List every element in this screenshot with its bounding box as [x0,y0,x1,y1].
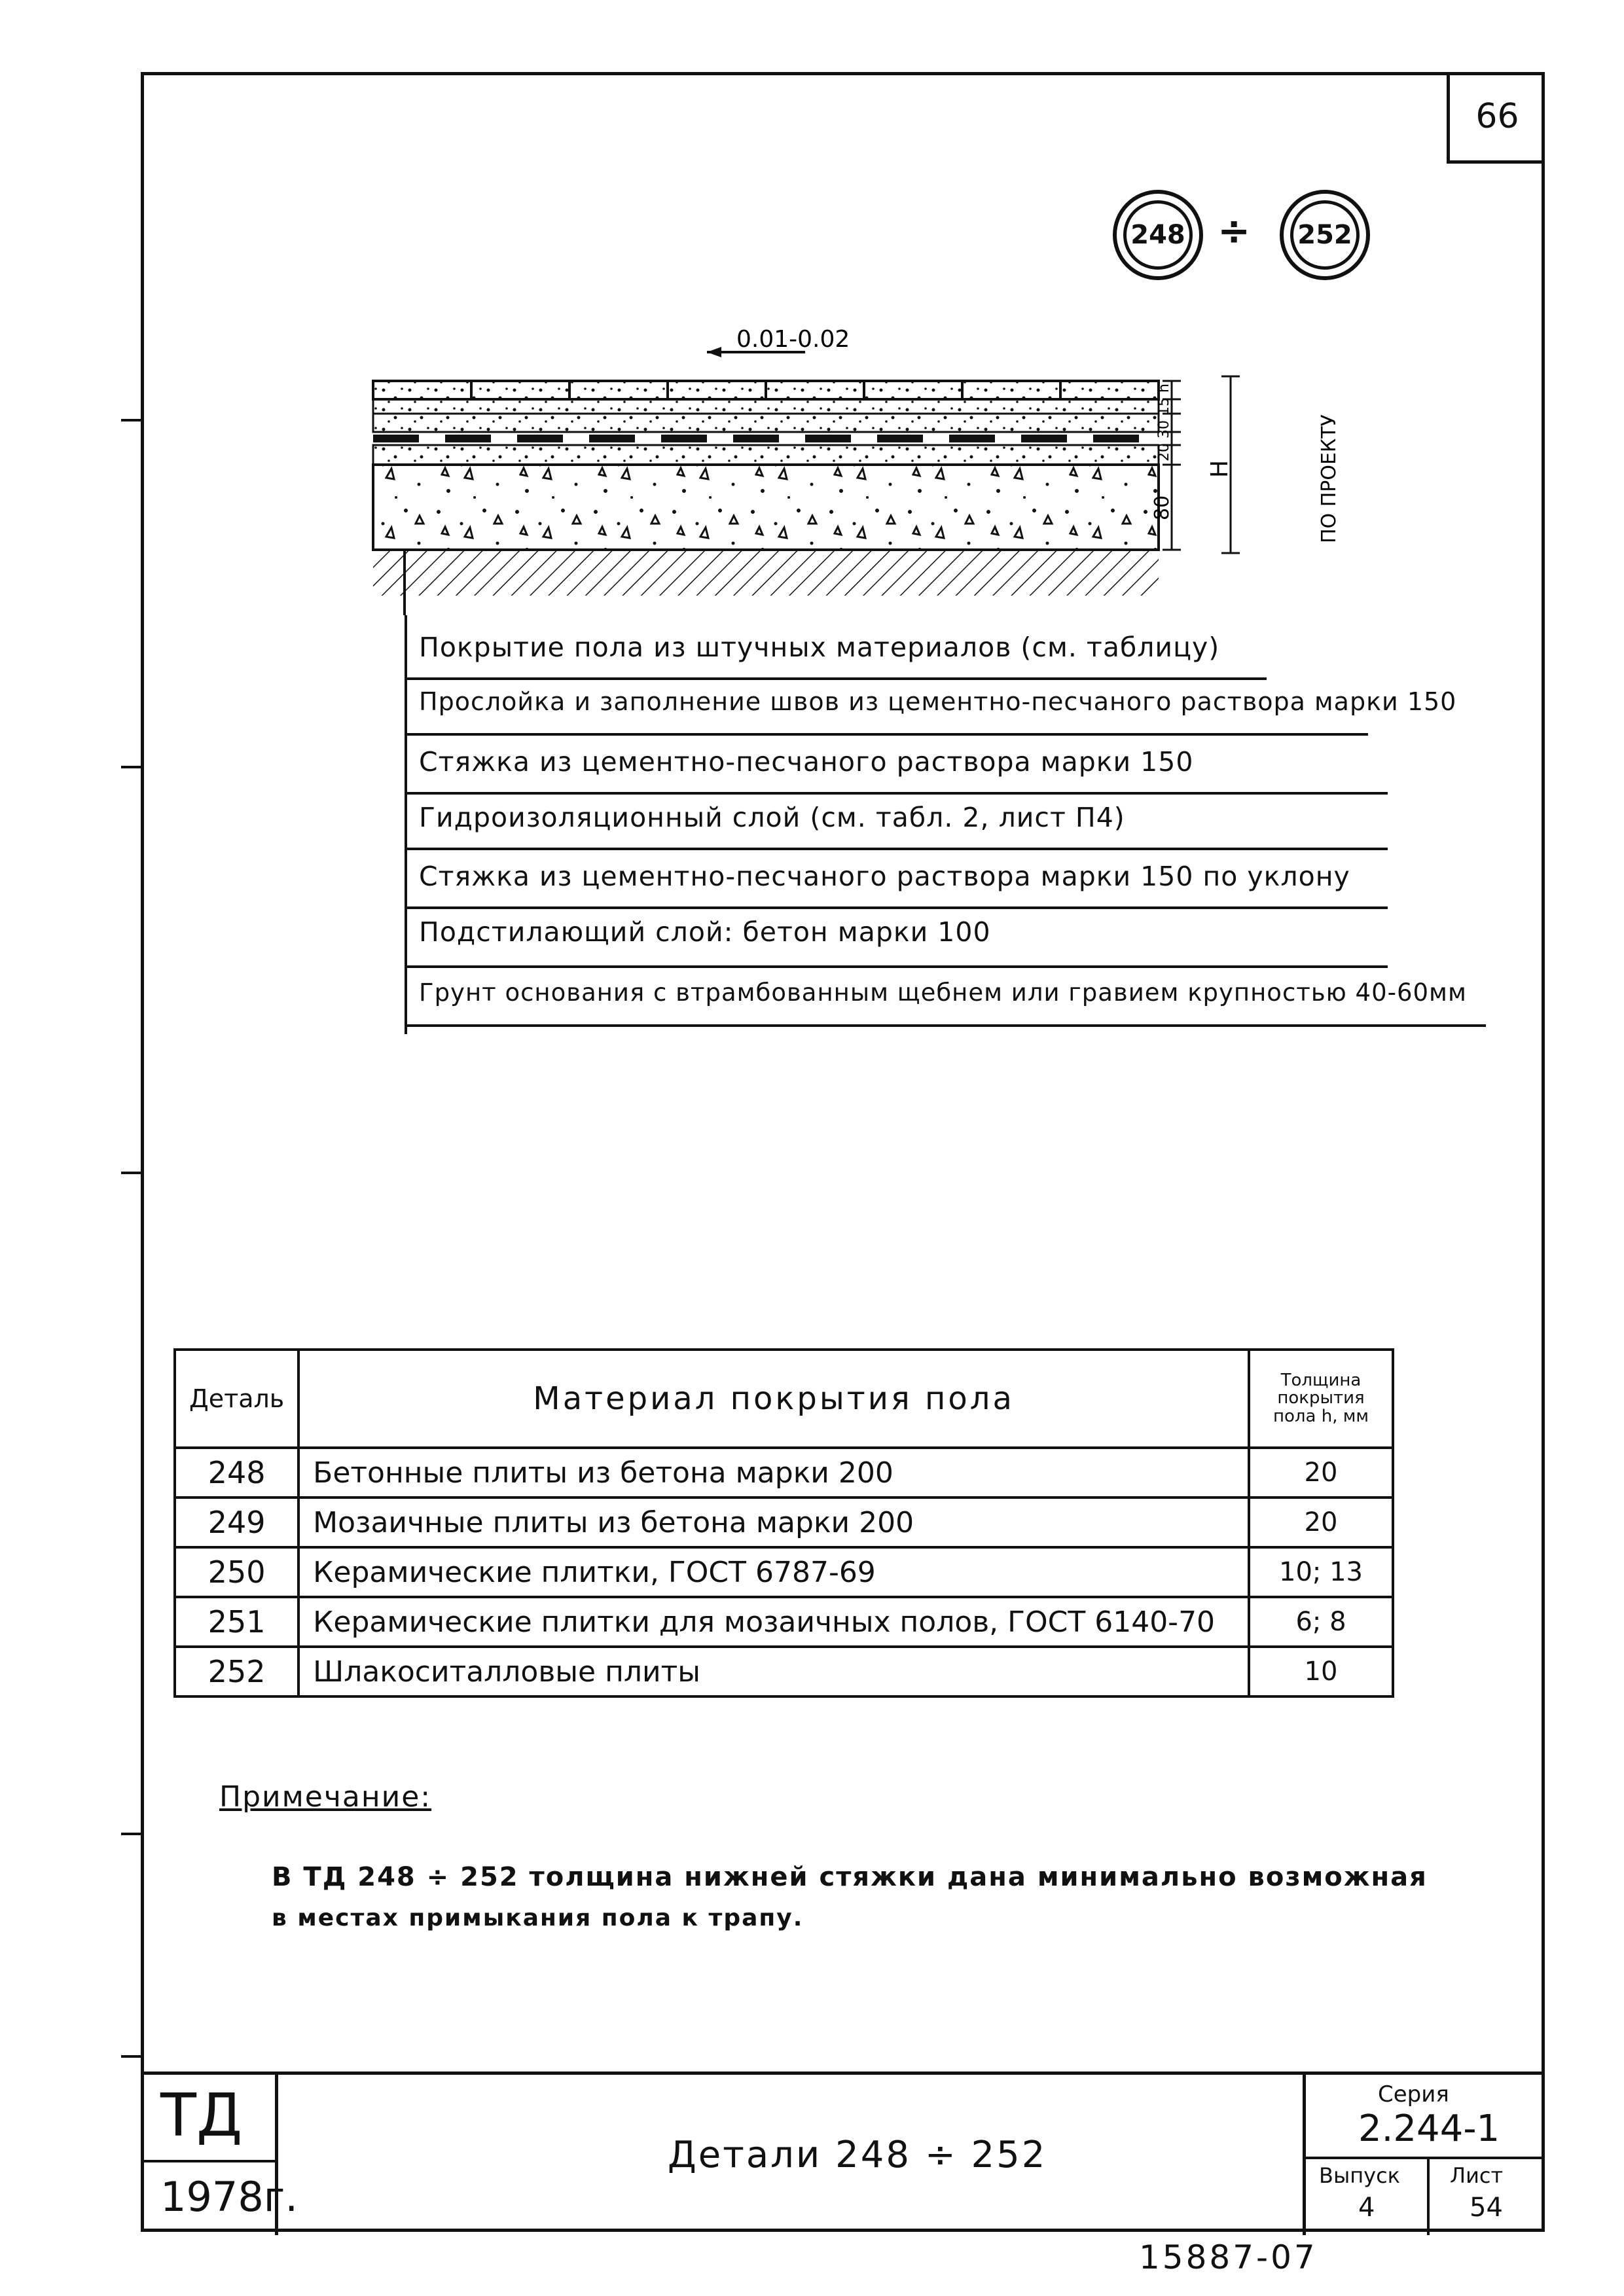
cell-material: Бетонные плиты из бетона марки 200 [298,1448,1249,1498]
cell-detail: 251 [175,1597,298,1647]
dim-h-layers: 20 30 15 h [1156,384,1172,461]
cell-thickness: 20 [1249,1498,1393,1547]
layer-underline [406,733,1368,736]
cell-material: Керамические плитки для мозаичных полов, ГОСТ 6140-70 [298,1597,1249,1647]
cell-detail: 248 [175,1448,298,1498]
stamp-td: ТД [160,2081,243,2150]
layer-underline [406,848,1388,850]
table-row [175,1498,1393,1547]
cell-detail: 252 [175,1647,298,1696]
table-header-row [175,1350,1393,1448]
layer-underline [406,1024,1486,1027]
layer-label: Подстилающий слой: бетон марки 100 [419,916,991,948]
cell-material: Шлакоситалловые плиты [298,1647,1249,1696]
stamp-series: 2.244-1 [1358,2108,1500,2150]
dim-80: 80 [1151,495,1174,520]
col-header-material: Материал покрытия пола [298,1350,1249,1448]
layer-label: Покрытие пола из штучных материалов (см. таблицу) [419,632,1220,663]
cell-detail: 250 [175,1547,298,1597]
layer-underline [406,906,1388,909]
stamp-issue-label: Выпуск [1319,2163,1400,2188]
note-line-2: в местах примыкания пола к трапу. [272,1905,804,1931]
stamp-year: 1978г. [160,2173,298,2221]
col-header-thickness: Толщина покрытия пола h, мм [1249,1350,1393,1448]
note-line-1: В ТД 248 ÷ 252 толщина нижней стяжки дана минимально возможная [272,1862,1428,1892]
cell-thickness: 10 [1249,1647,1393,1696]
stamp-sheet-label: Лист [1450,2163,1504,2188]
bottom-number: 15887-07 [1139,2238,1318,2276]
sheet-number-box [1447,72,1545,164]
detail-circle-to [1280,190,1370,280]
table-row [175,1647,1393,1696]
table-row [175,1448,1393,1498]
layer-underline [406,677,1267,680]
stamp-sheet: 54 [1470,2193,1503,2223]
note-title: Примечание: [219,1780,432,1814]
stamp-title: Детали 248 ÷ 252 [668,2134,1047,2176]
detail-circle-from [1113,190,1203,280]
layer-label: Гидроизоляционный слой (см. табл. 2, лист П4) [419,802,1125,833]
sheet-number: 66 [1475,96,1519,136]
title-block [141,2072,1545,2232]
cell-thickness: 6; 8 [1249,1597,1393,1647]
stamp-series-label: Серия [1378,2081,1449,2108]
layer-underline [406,965,1388,968]
floor-section-drawing [353,327,1375,615]
table-row [175,1597,1393,1647]
table-row [175,1547,1393,1597]
materials-table [173,1348,1394,1698]
detail-to: 252 [1290,200,1360,270]
layer-label: Стяжка из цементно-песчаного раствора марки 150 [419,746,1194,778]
range-separator: ÷ [1218,208,1251,254]
dim-H: H [1206,459,1233,478]
layer-underline [406,792,1388,795]
layer-label: Грунт основания с втрамбованным щебнем или гравием крупностью 40-60мм [419,978,1467,1007]
cell-material: Мозаичные плиты из бетона марки 200 [298,1498,1249,1547]
stamp-issue: 4 [1358,2193,1375,2223]
layer-label: Стяжка из цементно-песчаного раствора марки 150 по уклону [419,861,1350,892]
cell-thickness: 10; 13 [1249,1547,1393,1597]
col-header-detail: Деталь [175,1350,298,1448]
cell-detail: 249 [175,1498,298,1547]
slope-label: 0.01-0.02 [736,327,850,353]
cell-material: Керамические плитки, ГОСТ 6787-69 [298,1547,1249,1597]
layer-label: Прослойка и заполнение швов из цементно-песчаного раствора марки 150 [419,687,1457,716]
dim-project: ПО ПРОЕКТУ [1318,414,1341,543]
detail-from: 248 [1123,200,1193,270]
cell-thickness: 20 [1249,1448,1393,1498]
